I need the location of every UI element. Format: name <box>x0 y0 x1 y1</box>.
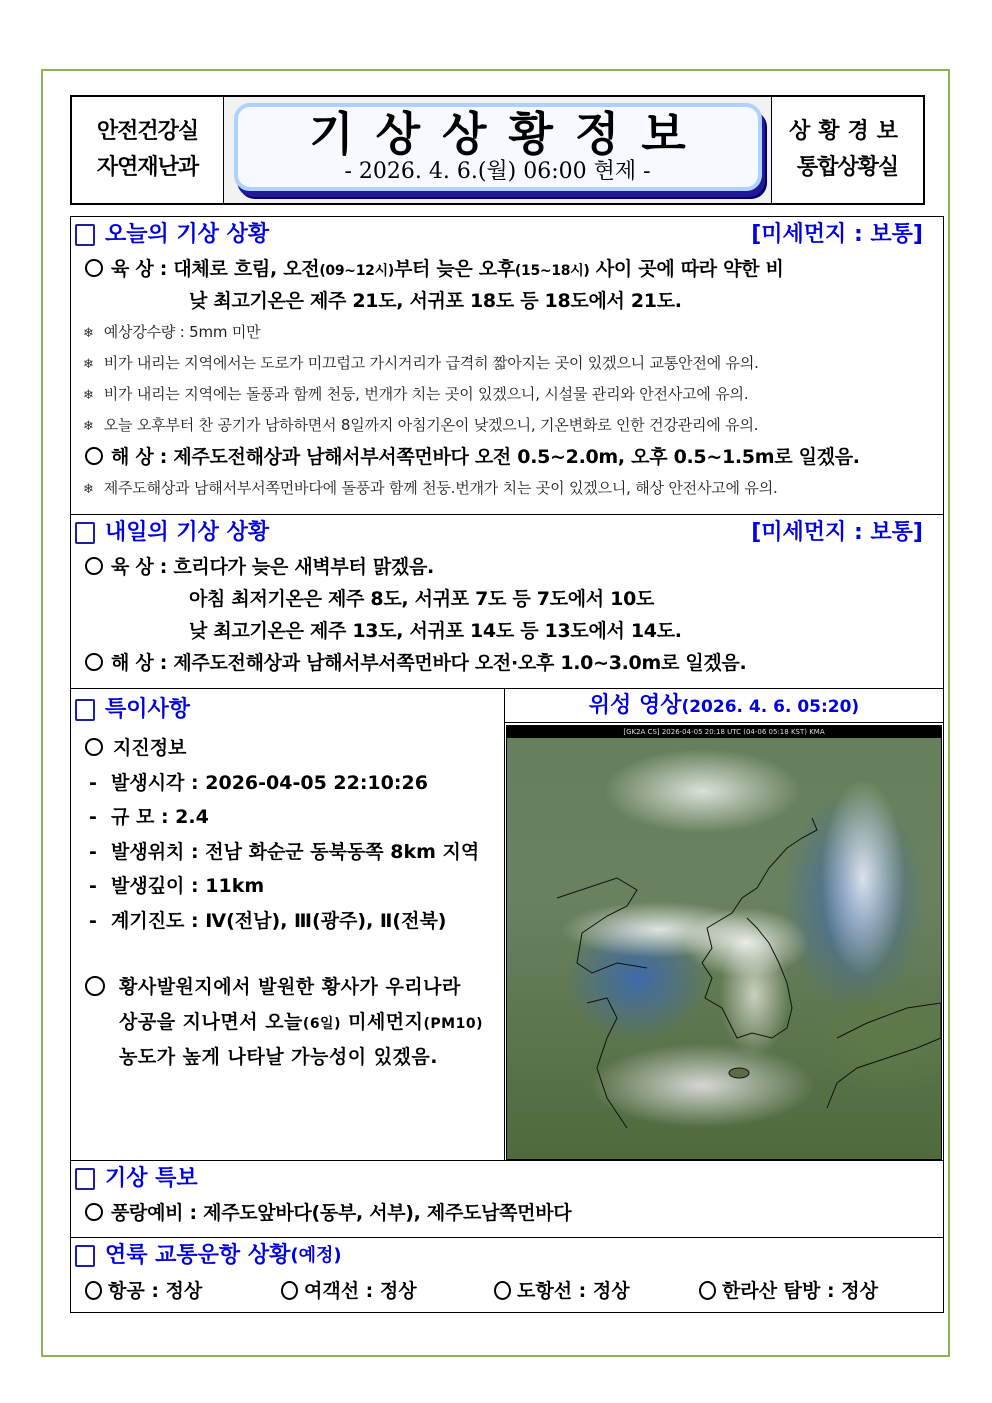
high-temp-text: 낮 최고기온은 제주 21도, 서귀포 18도 등 18도에서 21도. <box>189 290 682 312</box>
transport-status: 항공 : 정상 <box>108 1280 203 1302</box>
quake-label: 계기진도 <box>111 909 185 932</box>
circle-bullet-icon <box>85 738 103 756</box>
quake-value: 2.4 <box>175 806 209 828</box>
checkbox-icon <box>75 1168 95 1190</box>
issuing-department <box>72 97 224 203</box>
weather-warnings-section <box>70 1160 944 1237</box>
circle-bullet-icon <box>85 1281 102 1300</box>
dust-text: (PM10) <box>423 1016 483 1032</box>
transport-item-hallasan <box>699 1274 878 1308</box>
asterisk-icon: ❄ <box>83 482 94 497</box>
land-text: 부터 늦은 오후 <box>393 258 515 280</box>
dust-text: 상공을 지나면서 오늘 <box>119 1011 303 1033</box>
tomorrow-sea-line <box>71 647 943 679</box>
satellite-caption: [GK2A CS] 2026-04-05 20:18 UTC (04-06 05:18 KST) KMA <box>507 726 941 738</box>
fine-dust-badge: [미세먼지 : 보통] <box>751 222 923 247</box>
special-and-satellite-section <box>70 688 944 1160</box>
note-text: 비가 내리는 지역에는 돌풍과 함께 천둥, 번개가 치는 곳이 있겠으니, 시설물 관리와 안전사고에 유의. <box>103 385 749 403</box>
circle-bullet-icon <box>699 1281 716 1300</box>
satellite-timestamp: (2026. 4. 6. 05:20) <box>681 697 860 717</box>
sea-label: 해 상 : <box>111 652 168 674</box>
transport-item-ferry <box>281 1274 494 1308</box>
time-range: (09~12시) <box>319 263 394 279</box>
sea-text: 제주도전해상과 남해서부서쪽먼바다 오전 0.5~2.0m, 오후 0.5~1.5m로 일겠음. <box>173 446 860 468</box>
note-item <box>71 379 943 410</box>
room-line-2: 통합상황실 <box>796 155 899 180</box>
satellite-title-text: 위성 영상 <box>588 693 682 718</box>
dust-text: (6일) <box>302 1016 341 1032</box>
transport-item-island-ferry <box>494 1274 699 1308</box>
land-text: 대체로 흐림, 오전 <box>173 258 320 280</box>
quake-value: 11km <box>205 875 265 897</box>
checkbox-icon <box>75 522 95 544</box>
transport-title: 연륙 교통운항 상황 <box>105 1243 291 1268</box>
dept-line-2: 자연재난과 <box>96 155 199 180</box>
report-header <box>70 95 925 205</box>
warnings-title: 기상 특보 <box>105 1166 198 1191</box>
satellite-title <box>505 689 943 723</box>
circle-bullet-icon <box>281 1281 298 1300</box>
yellow-dust-notice <box>71 970 504 1075</box>
asterisk-icon: ❄ <box>83 388 94 403</box>
transport-status-section <box>70 1237 944 1313</box>
transport-item-air <box>85 1274 281 1308</box>
warning-text: 풍랑예비 : 제주도앞바다(동부, 서부), 제주도남쪽먼바다 <box>111 1202 572 1224</box>
tomorrow-land-line-2 <box>71 583 943 615</box>
asterisk-icon: ❄ <box>83 357 94 372</box>
quake-label: 발생시각 <box>111 771 185 794</box>
special-notes-panel <box>71 689 505 1161</box>
quake-row-magnitude: - 규 모 : 2.4 <box>89 806 209 828</box>
note-text: 제주도해상과 남해서부서쪽먼바다에 돌풍과 함께 천둥.번개가 치는 곳이 있겠으니, 해상 안전사고에 유의. <box>103 479 778 497</box>
dust-text: 농도가 높게 나타날 가능성이 있겠음. <box>119 1046 438 1068</box>
section-heading <box>71 515 943 551</box>
fine-dust-badge: [미세먼지 : 보통] <box>751 520 923 545</box>
earthquake-heading <box>85 731 504 766</box>
page-title: 기상상황정보 <box>309 107 708 161</box>
circle-bullet-icon <box>85 653 103 671</box>
earthquake-heading-text: 지진정보 <box>113 737 187 759</box>
quake-row-intensity: - 계기진도 : Ⅳ(전남), Ⅲ(광주), Ⅱ(전북) <box>89 909 447 932</box>
section-heading <box>71 1238 943 1274</box>
today-land-line-2 <box>71 285 943 317</box>
transport-status: 여객선 : 정상 <box>304 1280 417 1302</box>
asterisk-icon: ❄ <box>83 419 94 434</box>
note-text: 오늘 오후부터 찬 공기가 남하하면서 8일까지 아침기온이 낮겠으니, 기온변화로 인한 건강관리에 유의. <box>103 416 759 434</box>
dust-line-1 <box>85 970 504 1005</box>
report-datetime: - 2026. 4. 6.(월) 06:00 현제 - <box>344 159 651 184</box>
note-item <box>71 348 943 379</box>
today-weather-section <box>70 216 944 514</box>
satellite-panel <box>505 689 943 1161</box>
section-heading <box>71 1161 943 1197</box>
today-sea-line <box>71 441 943 473</box>
special-title: 특이사항 <box>105 697 191 722</box>
land-text: 사이 곳에 따라 약한 비 <box>589 258 784 280</box>
circle-bullet-icon <box>85 259 103 277</box>
high-temp-text: 낮 최고기온은 제주 13도, 서귀포 14도 등 13도에서 14도. <box>189 620 682 642</box>
sea-text: 제주도전해상과 남해서부서쪽먼바다 오전·오후 1.0~3.0m로 일겠음. <box>173 652 747 674</box>
today-land-line-1 <box>71 253 943 285</box>
room-line-1: 상황경보 <box>788 119 906 144</box>
title-box <box>234 103 762 191</box>
tomorrow-land-line-1 <box>71 551 943 583</box>
checkbox-icon <box>75 1245 95 1267</box>
quake-label: 발생위치 <box>111 840 185 863</box>
quake-value: 2026-04-05 22:10:26 <box>205 771 428 794</box>
checkbox-icon <box>75 699 95 721</box>
warning-line <box>71 1197 943 1229</box>
checkbox-icon <box>75 224 95 246</box>
sea-label: 해 상 : <box>111 446 168 468</box>
circle-bullet-icon <box>85 447 103 465</box>
quake-label: 발생깊이 <box>111 875 185 897</box>
section-heading <box>71 689 504 731</box>
low-temp-text: 아침 최저기온은 제주 8도, 서귀포 7도 등 7도에서 10도 <box>189 588 655 610</box>
transport-status: 한라산 탐방 : 정상 <box>722 1280 878 1302</box>
situation-room <box>771 97 923 203</box>
dust-line-2 <box>85 1005 504 1040</box>
korea-map-outline-icon <box>507 738 941 1158</box>
quake-value: Ⅳ(전남), Ⅲ(광주), Ⅱ(전북) <box>205 909 447 932</box>
sea-note <box>71 473 943 504</box>
tomorrow-land-line-3 <box>71 615 943 647</box>
circle-bullet-icon <box>85 1203 103 1221</box>
today-title: 오늘의 기상 상황 <box>105 222 270 247</box>
land-label: 육 상 : <box>111 258 168 280</box>
time-range: (15~18시) <box>514 263 590 279</box>
dust-text: 미세먼지 <box>340 1011 424 1033</box>
dust-text: 황사발원지에서 발원한 황사가 우리나라 <box>119 976 461 998</box>
asterisk-icon: ❄ <box>83 326 94 341</box>
quake-row-location: - 발생위치 : 전남 화순군 동북동쪽 8km 지역 <box>89 840 480 863</box>
quake-value: 전남 화순군 동북동쪽 8km 지역 <box>205 840 480 863</box>
note-item <box>71 410 943 441</box>
circle-bullet-icon <box>494 1281 511 1300</box>
earthquake-info <box>71 731 504 938</box>
note-text: 예상강수량 : 5mm 미만 <box>103 323 261 341</box>
circle-bullet-icon <box>85 557 103 575</box>
note-text: 비가 내리는 지역에서는 도로가 미끄럽고 가시거리가 급격히 짧아지는 곳이 있겠으니 교통안전에 유의. <box>103 354 759 372</box>
section-heading <box>71 217 943 253</box>
dept-line-1: 안전건강실 <box>96 119 199 144</box>
transport-status-list <box>71 1274 943 1308</box>
quake-label: 규 모 <box>111 806 155 828</box>
land-label: 육 상 : <box>111 556 168 578</box>
tomorrow-title: 내일의 기상 상황 <box>105 520 270 545</box>
land-text: 흐리다가 늦은 새벽부터 맑겠음. <box>173 556 434 578</box>
tomorrow-weather-section <box>70 514 944 688</box>
transport-status: 도항선 : 정상 <box>517 1280 630 1302</box>
dust-line-3 <box>85 1040 504 1075</box>
quake-row-time: - 발생시각 : 2026-04-05 22:10:26 <box>89 771 428 794</box>
circle-bullet-icon <box>85 976 105 996</box>
transport-title-suffix: (예정) <box>290 1245 342 1266</box>
satellite-image <box>506 725 942 1160</box>
quake-row-depth: - 발생깊이 : 11km <box>89 875 265 897</box>
title-area <box>224 97 771 203</box>
note-item <box>71 317 943 348</box>
